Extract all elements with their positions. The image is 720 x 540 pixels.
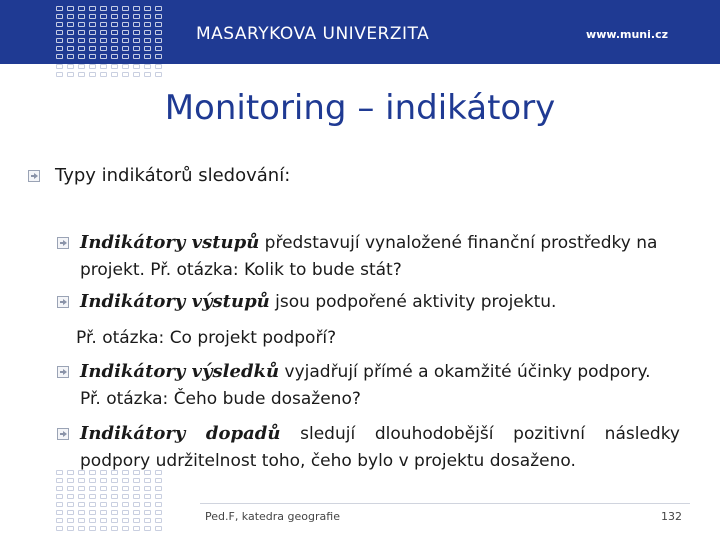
grid-cell — [56, 510, 63, 515]
grid-cell — [67, 22, 74, 27]
grid-cell — [100, 22, 107, 27]
grid-cell — [78, 478, 85, 483]
grid-cell — [144, 46, 151, 51]
grid-cell — [122, 64, 129, 69]
grid-cell — [67, 494, 74, 499]
dot-grid-decoration — [56, 64, 164, 78]
grid-cell — [155, 46, 162, 51]
grid-cell — [56, 502, 63, 507]
grid-cell — [56, 478, 63, 483]
grid-cell — [89, 502, 96, 507]
grid-cell — [56, 518, 63, 523]
grid-cell — [78, 6, 85, 11]
grid-cell — [155, 6, 162, 11]
grid-cell — [67, 526, 74, 531]
grid-cell — [56, 38, 63, 43]
grid-cell — [111, 72, 118, 77]
grid-cell — [155, 478, 162, 483]
grid-cell — [144, 54, 151, 59]
grid-cell — [67, 518, 74, 523]
grid-cell — [111, 478, 118, 483]
grid-cell — [155, 72, 162, 77]
grid-cell — [144, 518, 151, 523]
grid-cell — [133, 6, 140, 11]
indicator-label: Indikátory výstupů — [80, 291, 270, 312]
grid-cell — [155, 64, 162, 69]
arrow-bullet-icon — [57, 428, 69, 440]
grid-cell — [144, 72, 151, 77]
indicator-question: Př. otázka: Co projekt podpoří? — [76, 328, 337, 348]
grid-cell — [144, 486, 151, 491]
grid-cell — [56, 486, 63, 491]
grid-cell — [155, 486, 162, 491]
grid-cell — [144, 6, 151, 11]
grid-cell — [56, 46, 63, 51]
grid-cell — [155, 494, 162, 499]
grid-cell — [78, 30, 85, 35]
list-item — [80, 229, 680, 284]
grid-cell — [133, 478, 140, 483]
arrow-bullet-icon — [57, 296, 69, 308]
grid-cell — [89, 54, 96, 59]
grid-cell — [78, 22, 85, 27]
grid-cell — [56, 54, 63, 59]
grid-cell — [133, 30, 140, 35]
grid-cell — [78, 502, 85, 507]
grid-cell — [78, 72, 85, 77]
indicator-question: podpory udržitelnost toho, čeho bylo v projektu dosaženo. — [80, 451, 576, 471]
grid-cell — [111, 486, 118, 491]
list-item — [80, 358, 680, 413]
grid-cell — [133, 54, 140, 59]
list-item — [80, 288, 680, 316]
grid-cell — [111, 526, 118, 531]
grid-cell — [122, 526, 129, 531]
page-number: 132 — [661, 510, 682, 523]
arrow-bullet-icon — [57, 366, 69, 378]
footer-divider — [200, 503, 690, 504]
grid-cell — [78, 14, 85, 19]
grid-cell — [111, 494, 118, 499]
grid-cell — [144, 22, 151, 27]
grid-cell — [89, 72, 96, 77]
grid-cell — [155, 502, 162, 507]
grid-cell — [155, 526, 162, 531]
grid-cell — [122, 14, 129, 19]
university-name: MASARYKOVA UNIVERZITA — [196, 24, 430, 44]
grid-cell — [100, 502, 107, 507]
grid-cell — [100, 46, 107, 51]
grid-cell — [78, 486, 85, 491]
grid-cell — [100, 486, 107, 491]
grid-cell — [89, 22, 96, 27]
grid-cell — [67, 14, 74, 19]
grid-cell — [67, 54, 74, 59]
grid-cell — [56, 64, 63, 69]
grid-cell — [56, 526, 63, 531]
grid-cell — [155, 510, 162, 515]
grid-cell — [56, 14, 63, 19]
grid-cell — [67, 30, 74, 35]
indicator-question: Př. otázka: Čeho bude dosaženo? — [80, 389, 361, 409]
grid-cell — [155, 54, 162, 59]
grid-cell — [111, 46, 118, 51]
grid-cell — [155, 38, 162, 43]
grid-cell — [155, 30, 162, 35]
grid-cell — [122, 518, 129, 523]
grid-cell — [133, 22, 140, 27]
grid-cell — [67, 64, 74, 69]
grid-cell — [111, 54, 118, 59]
grid-cell — [89, 6, 96, 11]
indicator-label: Indikátory vstupů — [80, 232, 260, 253]
grid-cell — [144, 14, 151, 19]
grid-cell — [89, 486, 96, 491]
grid-cell — [144, 478, 151, 483]
grid-cell — [133, 38, 140, 43]
grid-cell — [89, 510, 96, 515]
slide-title: Monitoring – indikátory — [164, 88, 556, 128]
indicator-description: jsou podpořené aktivity projektu. — [269, 292, 557, 312]
grid-cell — [122, 486, 129, 491]
grid-cell — [100, 510, 107, 515]
grid-cell — [89, 14, 96, 19]
grid-cell — [122, 38, 129, 43]
list-item — [80, 420, 680, 475]
grid-cell — [78, 38, 85, 43]
indicator-description: vyjadřují přímé a okamžité účinky podpory. — [279, 362, 651, 382]
grid-cell — [56, 22, 63, 27]
grid-cell — [56, 30, 63, 35]
grid-cell — [56, 470, 63, 475]
grid-cell — [111, 6, 118, 11]
grid-cell — [67, 470, 74, 475]
grid-cell — [78, 46, 85, 51]
grid-cell — [144, 38, 151, 43]
grid-cell — [111, 30, 118, 35]
grid-cell — [122, 72, 129, 77]
grid-cell — [133, 526, 140, 531]
grid-cell — [78, 494, 85, 499]
grid-cell — [78, 510, 85, 515]
grid-cell — [144, 64, 151, 69]
grid-cell — [122, 494, 129, 499]
grid-cell — [78, 518, 85, 523]
grid-cell — [100, 526, 107, 531]
grid-cell — [67, 6, 74, 11]
grid-cell — [122, 6, 129, 11]
grid-cell — [122, 510, 129, 515]
grid-cell — [111, 64, 118, 69]
grid-cell — [122, 30, 129, 35]
grid-cell — [133, 486, 140, 491]
grid-cell — [122, 22, 129, 27]
grid-cell — [155, 14, 162, 19]
grid-cell — [111, 518, 118, 523]
grid-cell — [144, 510, 151, 515]
grid-cell — [133, 72, 140, 77]
grid-cell — [155, 518, 162, 523]
grid-cell — [89, 478, 96, 483]
website-link[interactable]: www.muni.cz — [586, 28, 668, 41]
grid-cell — [133, 64, 140, 69]
grid-cell — [144, 502, 151, 507]
grid-cell — [133, 502, 140, 507]
grid-cell — [56, 494, 63, 499]
grid-cell — [133, 494, 140, 499]
grid-cell — [111, 14, 118, 19]
grid-cell — [89, 518, 96, 523]
indicator-question: projekt. Př. otázka: Kolik to bude stát? — [80, 260, 402, 280]
grid-cell — [67, 510, 74, 515]
grid-cell — [111, 510, 118, 515]
grid-cell — [78, 64, 85, 69]
arrow-bullet-icon — [28, 170, 40, 182]
grid-cell — [155, 22, 162, 27]
grid-cell — [89, 30, 96, 35]
grid-cell — [100, 72, 107, 77]
grid-cell — [67, 486, 74, 491]
grid-cell — [100, 30, 107, 35]
grid-cell — [100, 6, 107, 11]
grid-cell — [144, 526, 151, 531]
grid-cell — [100, 38, 107, 43]
dot-grid-decoration-bottom — [56, 470, 164, 540]
arrow-bullet-icon — [57, 237, 69, 249]
indicator-description: představují vynaložené finanční prostředky na — [259, 233, 658, 253]
grid-cell — [133, 14, 140, 19]
grid-cell — [100, 54, 107, 59]
grid-cell — [89, 38, 96, 43]
grid-cell — [67, 502, 74, 507]
grid-cell — [122, 54, 129, 59]
grid-cell — [111, 38, 118, 43]
grid-cell — [100, 14, 107, 19]
grid-cell — [78, 54, 85, 59]
grid-cell — [89, 494, 96, 499]
grid-cell — [67, 478, 74, 483]
grid-cell — [122, 502, 129, 507]
grid-cell — [100, 64, 107, 69]
grid-cell — [89, 64, 96, 69]
indicator-label: Indikátory výsledků — [80, 361, 280, 382]
grid-cell — [100, 494, 107, 499]
grid-cell — [133, 510, 140, 515]
grid-cell — [133, 46, 140, 51]
grid-cell — [122, 478, 129, 483]
grid-cell — [144, 494, 151, 499]
footer-department: Ped.F, katedra geografie — [205, 510, 340, 523]
indicator-description: sledují dlouhodobější pozitivní následky — [280, 424, 680, 444]
grid-cell — [67, 38, 74, 43]
grid-cell — [89, 46, 96, 51]
grid-cell — [111, 502, 118, 507]
grid-cell — [144, 30, 151, 35]
grid-cell — [122, 46, 129, 51]
grid-cell — [133, 518, 140, 523]
grid-cell — [56, 6, 63, 11]
grid-cell — [67, 46, 74, 51]
grid-cell — [78, 526, 85, 531]
grid-cell — [67, 72, 74, 77]
grid-cell — [89, 526, 96, 531]
indicator-label: Indikátory dopadů — [80, 423, 281, 444]
grid-cell — [100, 518, 107, 523]
header-bar — [0, 0, 720, 64]
intro-text: Typy indikátorů sledování: — [55, 165, 291, 186]
grid-cell — [100, 478, 107, 483]
grid-cell — [56, 72, 63, 77]
grid-cell — [111, 22, 118, 27]
